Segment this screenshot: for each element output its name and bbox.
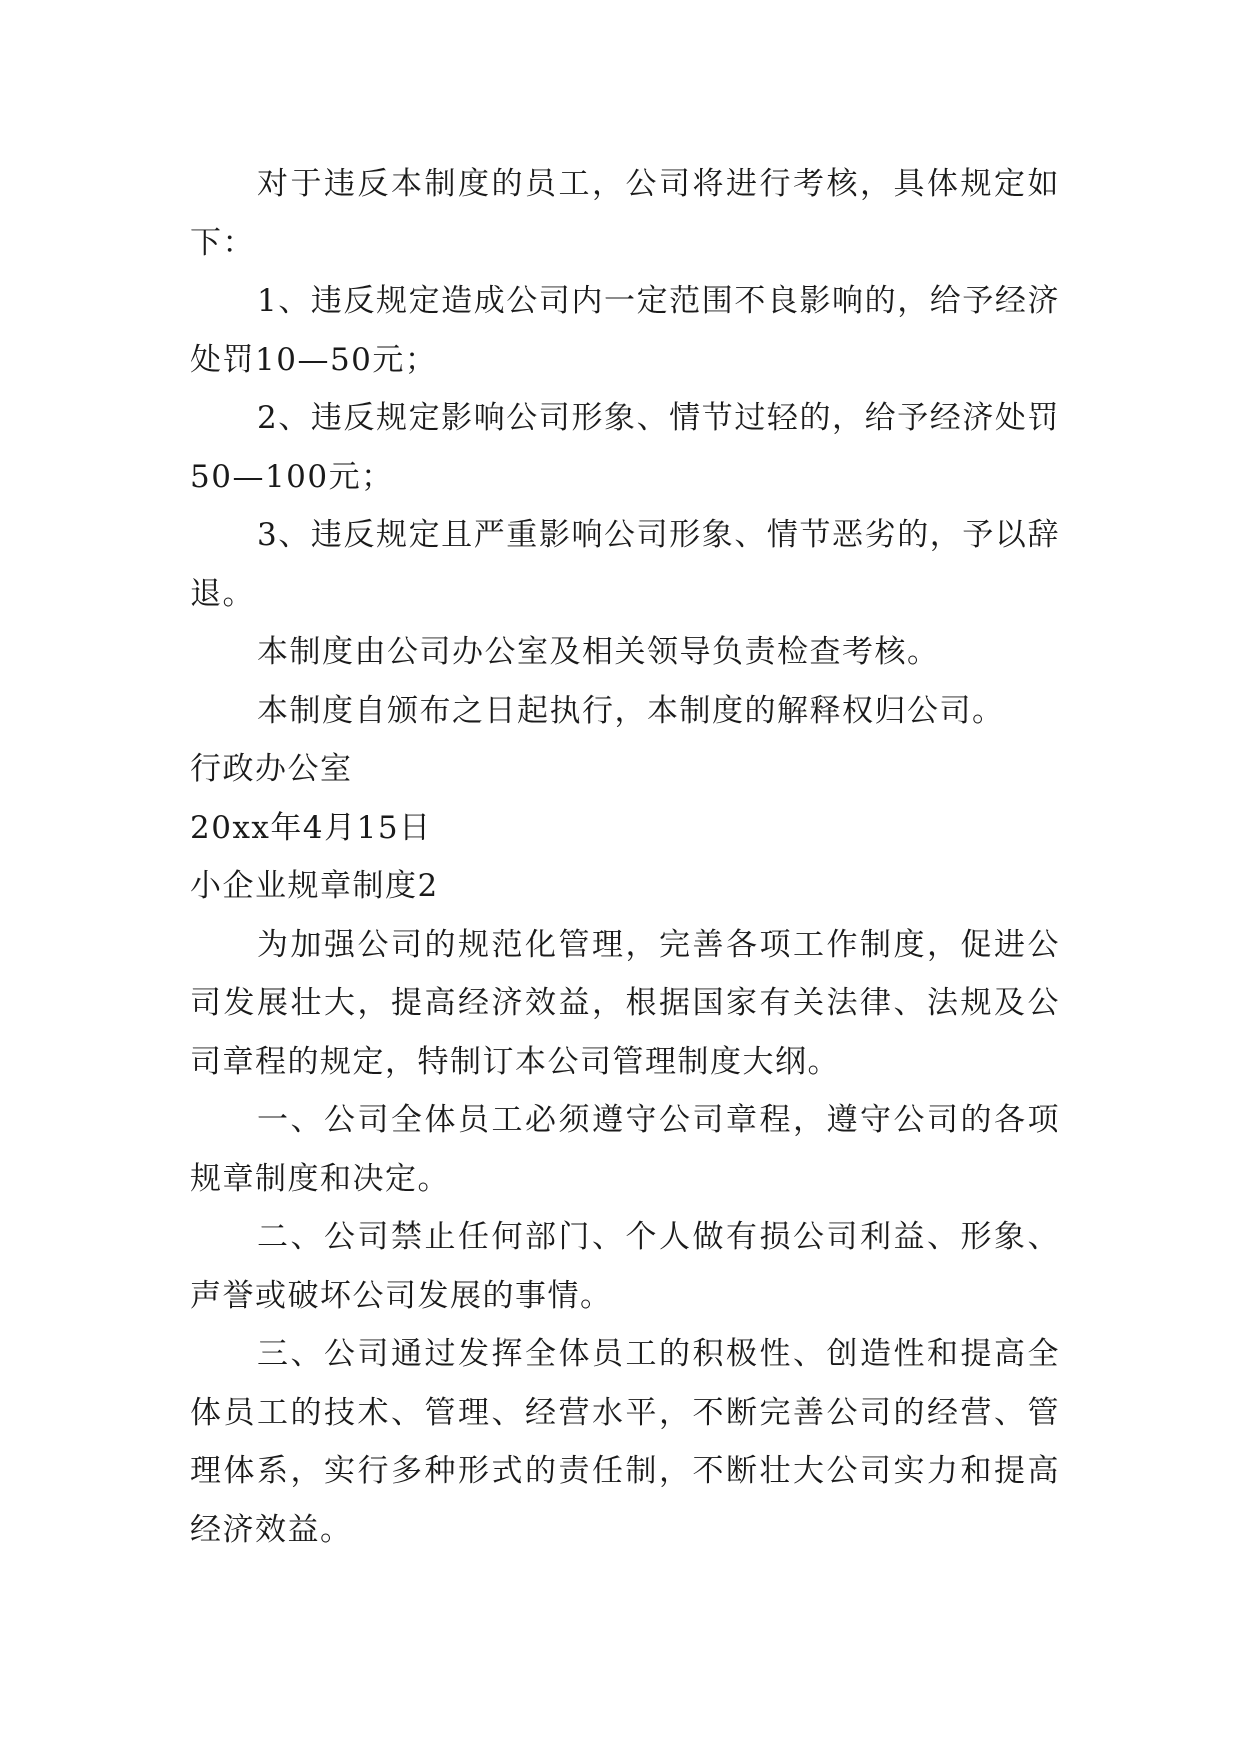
paragraph-rule-2: 2、违反规定影响公司形象、情节过轻的，给予经济处罚50—100元； bbox=[190, 400, 1060, 495]
paragraph-article-2: 二、公司禁止任何部门、个人做有损公司利益、形象、声誉或破坏公司发展的事情。 bbox=[190, 1219, 1060, 1314]
paragraph-effective: 本制度自颁布之日起执行，本制度的解释权归公司。 bbox=[257, 692, 1005, 729]
paragraph-rule-3: 3、违反规定且严重影响公司形象、情节恶劣的，予以辞退。 bbox=[190, 517, 1060, 612]
paragraph-article-3: 三、公司通过发挥全体员工的积极性、创造性和提高全体员工的技术、管理、经营水平，不断完善公司的经营、管理体系，实行多种形式的责任制，不断壮大公司实力和提高经济效益。 bbox=[190, 1336, 1060, 1548]
paragraph-purpose: 为加强公司的规范化管理，完善各项工作制度，促进公司发展壮大，提高经济效益，根据国家有关法律、法规及公司章程的规定，特制订本公司管理制度大纲。 bbox=[190, 926, 1060, 1080]
section-title: 小企业规章制度2 bbox=[190, 868, 439, 904]
paragraph-assessment-intro: 对于违反本制度的员工，公司将进行考核，具体规定如下： bbox=[190, 166, 1060, 261]
document-body bbox=[190, 155, 1060, 1559]
signature-department: 行政办公室 bbox=[190, 751, 353, 787]
paragraph-article-1: 一、公司全体员工必须遵守公司章程，遵守公司的各项规章制度和决定。 bbox=[190, 1102, 1060, 1197]
paragraph-rule-1: 1、违反规定造成公司内一定范围不良影响的，给予经济处罚10—50元； bbox=[190, 283, 1060, 378]
paragraph-inspection: 本制度由公司办公室及相关领导负责检查考核。 bbox=[257, 634, 940, 670]
signature-date: 20xx年4月15日 bbox=[190, 809, 432, 846]
